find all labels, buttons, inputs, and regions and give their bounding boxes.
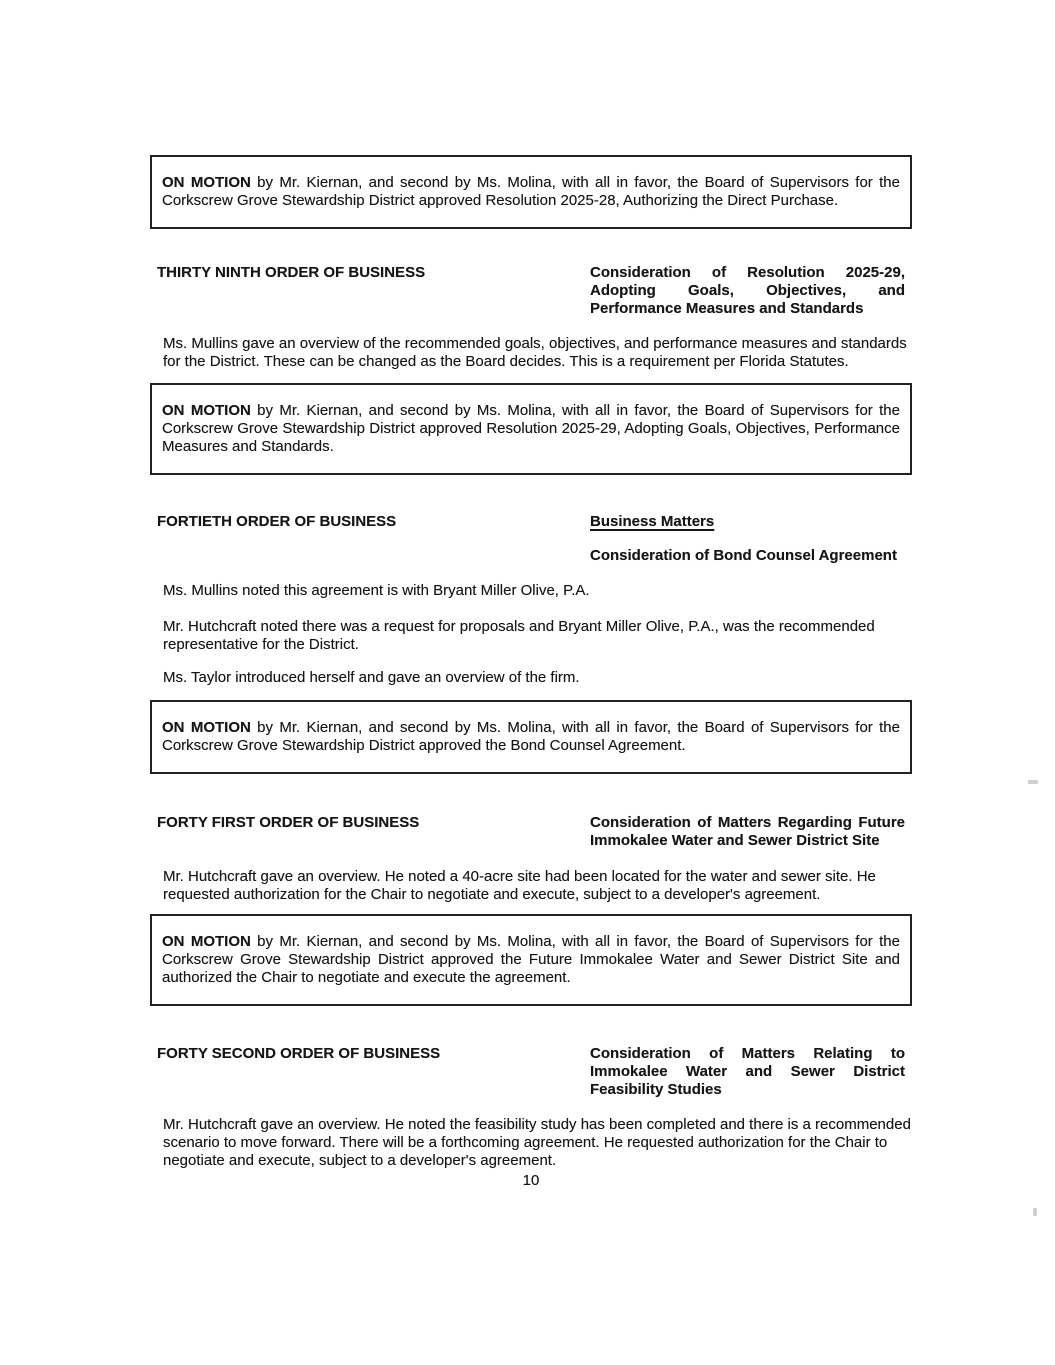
page-number: 10 bbox=[522, 1172, 540, 1189]
motion-box-resolution-2025-28 bbox=[150, 155, 912, 229]
motion-prefix: ON MOTION bbox=[162, 933, 251, 950]
order-row-forty-first bbox=[157, 814, 912, 850]
motion-box-water-sewer-site bbox=[150, 914, 912, 1006]
motion-prefix: ON MOTION bbox=[162, 719, 251, 736]
motion-body: by Mr. Kiernan, and second by Ms. Molina, with all in favor, the Board of Supervisors for the Corkscrew Grove Stewardship District approved the Bond Counsel Agreement. bbox=[162, 719, 900, 754]
paragraph-water-sewer-site: Mr. Hutchcraft gave an overview. He noted a 40-acre site had been located for the water and sewer site. He requested authorization for the Chair to negotiate and execute, subject to a developer's agreement. bbox=[163, 868, 876, 903]
motion-text bbox=[162, 402, 900, 456]
order-row-thirty-ninth bbox=[157, 264, 912, 318]
order-consideration-bond-counsel: Consideration of Bond Counsel Agreement bbox=[590, 547, 897, 564]
order-consideration-thirty-ninth: Consideration of Resolution 2025-29, Adopting Goals, Objectives, and Performance Measures and Standards bbox=[590, 264, 905, 317]
order-heading-fortieth: FORTIETH ORDER OF BUSINESS bbox=[157, 513, 397, 530]
order-consideration-business-matters: Business Matters bbox=[590, 513, 715, 530]
order-consideration-column bbox=[590, 513, 905, 565]
paragraph-hutchcraft-proposals: Mr. Hutchcraft noted there was a request for proposals and Bryant Miller Olive, P.A., was the recommended representative for the District. bbox=[163, 618, 875, 653]
paragraph-mullins-agreement: Ms. Mullins noted this agreement is with Bryant Miller Olive, P.A. bbox=[163, 582, 590, 599]
motion-text bbox=[162, 174, 900, 210]
motion-body: by Mr. Kiernan, and second by Ms. Molina, with all in favor, the Board of Supervisors for the Corkscrew Grove Stewardship District approved the Future Immokalee Water and Sewer District Site and authorized the Chair to negotiate and execute the agreement. bbox=[162, 933, 900, 986]
scan-artifact bbox=[1033, 1208, 1037, 1216]
motion-text bbox=[162, 719, 900, 755]
motion-prefix: ON MOTION bbox=[162, 174, 251, 191]
paragraph-feasibility-study: Mr. Hutchcraft gave an overview. He noted the feasibility study has been completed and there is a recommended scenario to move forward. There will be a forthcoming agreement. He requested authorization for the Chair to negotiate and execute, subject to a developer's agreement. bbox=[163, 1116, 911, 1169]
order-consideration-forty-first: Consideration of Matters Regarding Future Immokalee Water and Sewer District Site bbox=[590, 814, 905, 849]
order-heading-forty-second: FORTY SECOND ORDER OF BUSINESS bbox=[157, 1045, 441, 1062]
paragraph-taylor-intro: Ms. Taylor introduced herself and gave an overview of the firm. bbox=[163, 669, 580, 686]
motion-prefix: ON MOTION bbox=[162, 402, 251, 419]
motion-box-bond-counsel bbox=[150, 700, 912, 774]
motion-body: by Mr. Kiernan, and second by Ms. Molina, with all in favor, the Board of Supervisors for the Corkscrew Grove Stewardship District approved Resolution 2025-28, Authorizing the Direct Purchase. bbox=[162, 174, 900, 209]
order-heading-thirty-ninth: THIRTY NINTH ORDER OF BUSINESS bbox=[157, 264, 426, 281]
motion-body: by Mr. Kiernan, and second by Ms. Molina, with all in favor, the Board of Supervisors for the Corkscrew Grove Stewardship District approved Resolution 2025-29, Adopting Goals, Objectives, Performance Measures and Standards. bbox=[162, 402, 900, 455]
motion-text bbox=[162, 933, 900, 987]
order-heading-forty-first: FORTY FIRST ORDER OF BUSINESS bbox=[157, 814, 420, 831]
motion-box-resolution-2025-29 bbox=[150, 383, 912, 475]
paragraph-goals-overview: Ms. Mullins gave an overview of the recommended goals, objectives, and performance measures and standards for the District. These can be changed as the Board decides. This is a requirement per Florida Statutes. bbox=[163, 335, 907, 370]
order-consideration-forty-second: Consideration of Matters Relating to Immokalee Water and Sewer District Feasibility Studies bbox=[590, 1045, 905, 1098]
scan-artifact bbox=[1028, 780, 1038, 784]
order-row-forty-second bbox=[157, 1045, 912, 1099]
order-row-fortieth bbox=[157, 513, 912, 565]
